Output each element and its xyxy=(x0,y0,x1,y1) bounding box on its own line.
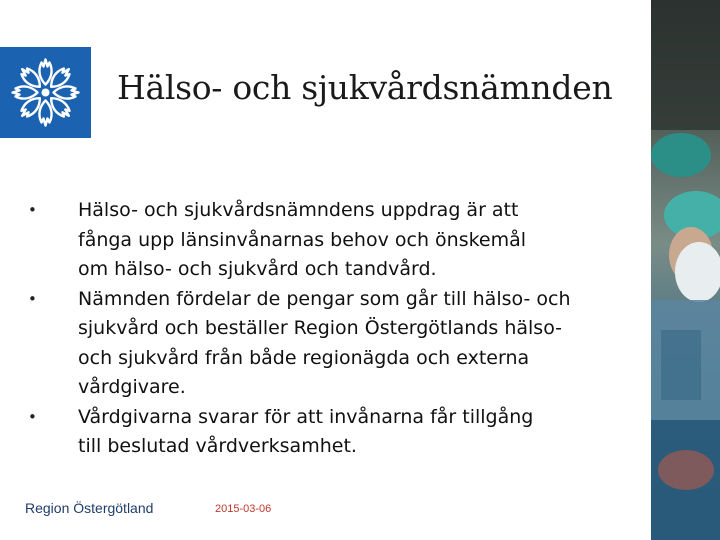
bullet-item xyxy=(28,403,638,462)
surgery-photo xyxy=(651,0,720,540)
bullet-item xyxy=(28,196,638,285)
bullet-line: Nämnden fördelar de pengar som går till hälso- och xyxy=(78,287,571,310)
bullet-line: sjukvård och beställer Region Östergötlands hälso- xyxy=(78,317,563,339)
bullet-marker: • xyxy=(28,201,37,219)
bullet-line: fånga upp länsinvånarnas behov och önskemål xyxy=(78,228,527,251)
slide-title: Hälso- och sjukvårdsnämnden xyxy=(117,68,613,107)
cornflower-flower-icon xyxy=(0,47,91,138)
bullet-marker: • xyxy=(28,407,37,426)
bullet-line: till beslutad vårdverksamhet. xyxy=(78,435,357,457)
region-logo xyxy=(0,47,91,138)
bullet-marker: • xyxy=(28,289,37,308)
bullet-line: vårdgivare. xyxy=(78,376,186,398)
footer-organization: Region Östergötland xyxy=(25,500,154,516)
bullet-item xyxy=(28,285,638,403)
bullet-line: och sjukvård från både regionägda och externa xyxy=(78,346,530,369)
bullet-list xyxy=(28,196,638,462)
bullet-line: om hälso- och sjukvård och tandvård. xyxy=(78,258,437,280)
bullet-line: Vårdgivarna svarar för att invånarna får tillgång xyxy=(78,405,534,428)
bullet-line: Hälso- och sjukvårdsnämndens uppdrag är att xyxy=(78,199,519,221)
footer-date: 2015-03-06 xyxy=(215,503,272,515)
